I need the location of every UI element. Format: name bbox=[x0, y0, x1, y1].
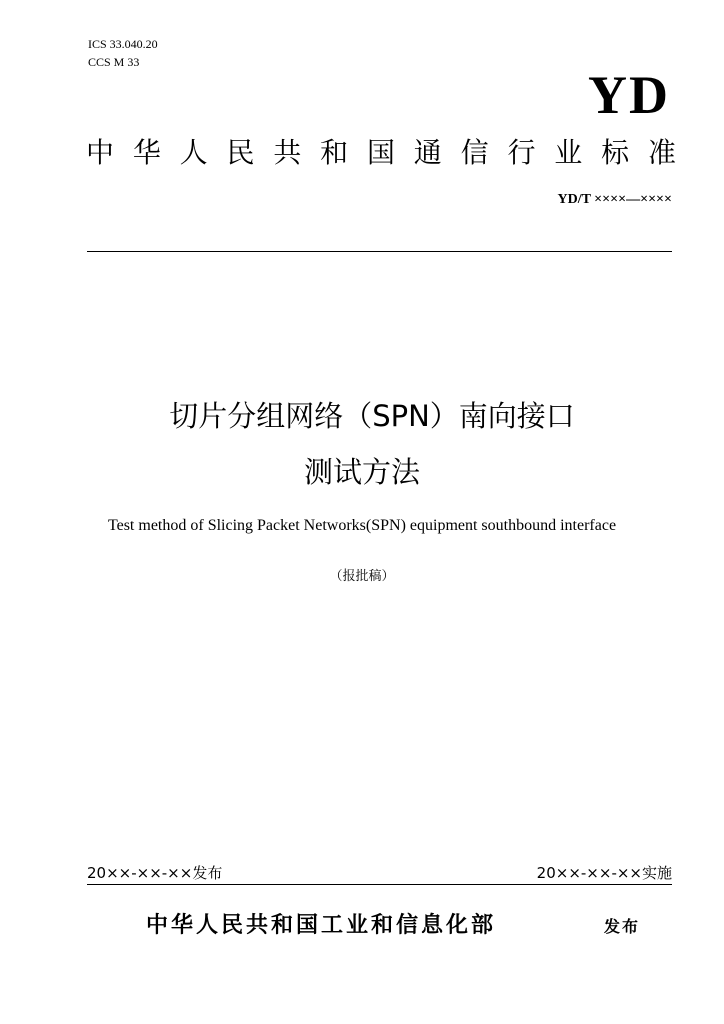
issuing-authority: 中华人民共和国工业和信息化部 bbox=[146, 913, 497, 938]
title-char: 国 bbox=[366, 136, 395, 169]
draft-status: （报批稿） bbox=[329, 569, 395, 584]
publish-date: 20××-××-××发布 bbox=[87, 864, 223, 882]
title-char: 人 bbox=[179, 136, 208, 169]
document-title-english: Test method of Slicing Packet Networks(SPN) equipment southbound interface bbox=[107, 517, 617, 534]
ccs-code: CCS M 33 bbox=[88, 55, 140, 69]
title-char: 通 bbox=[413, 136, 442, 169]
title-char: 共 bbox=[273, 136, 302, 169]
standard-category-title bbox=[86, 134, 676, 172]
title-char: 和 bbox=[320, 136, 349, 169]
title-char: 业 bbox=[554, 136, 583, 169]
title-char: 准 bbox=[647, 136, 676, 169]
document-title-line2: 测试方法 bbox=[303, 455, 420, 489]
footer-divider bbox=[87, 884, 672, 885]
yd-logo: YD bbox=[588, 65, 670, 125]
document-title-line1: 切片分组网络（SPN）南向接口 bbox=[169, 399, 575, 433]
title-char: 华 bbox=[132, 136, 161, 169]
standard-number: YD/T ××××—×××× bbox=[557, 192, 672, 207]
header-divider bbox=[87, 251, 672, 252]
title-char: 中 bbox=[86, 136, 115, 169]
title-char: 行 bbox=[507, 136, 536, 169]
title-char: 信 bbox=[460, 136, 489, 169]
title-char: 民 bbox=[226, 136, 255, 169]
issue-label: 发布 bbox=[604, 917, 641, 936]
ics-code: ICS 33.040.20 bbox=[88, 37, 158, 51]
title-char: 标 bbox=[601, 136, 630, 169]
implement-date: 20××-××-××实施 bbox=[536, 864, 672, 882]
